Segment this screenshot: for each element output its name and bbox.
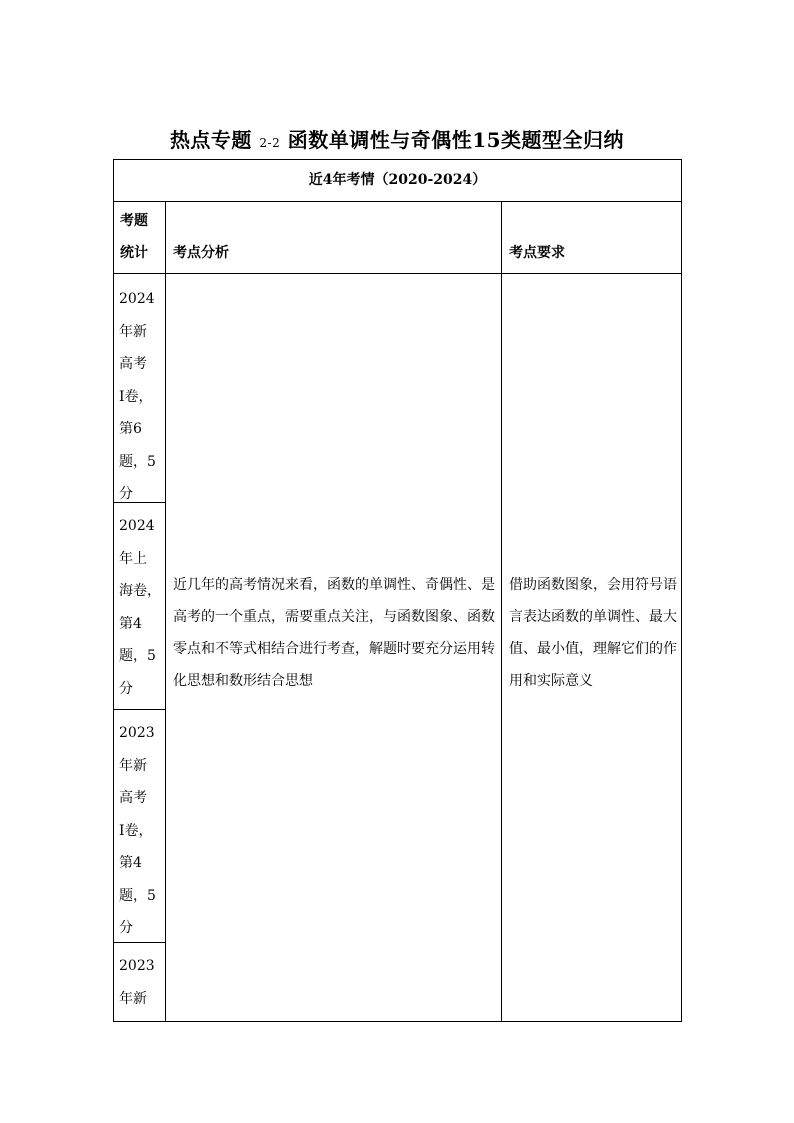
- requirement-line: 言表达函数的单调性、最大: [509, 609, 677, 625]
- exam-row-line: 2023: [119, 958, 155, 974]
- requirement-line: 用和实际意义: [509, 673, 593, 689]
- exam-row-line: 第4: [119, 855, 142, 871]
- section-header: 近4年考情（2020-2024）: [308, 172, 487, 188]
- exam-row-line: I卷，: [119, 822, 153, 839]
- exam-row-line: 年新: [119, 757, 147, 774]
- exam-row-line: 题，5: [119, 648, 156, 664]
- column-header-divider: [113, 273, 682, 274]
- title-part2: 函数单调性与奇偶性15类题型全归纳: [287, 128, 625, 152]
- table-top-border: [113, 159, 682, 160]
- exam-row-divider: [113, 709, 165, 710]
- analysis-line: 零点和不等式相结合进行考查，解题时要充分运用转: [173, 641, 495, 657]
- page-title: [0, 124, 794, 153]
- requirement-line: 值、最小值，理解它们的作: [509, 641, 677, 657]
- exam-row-line: 分: [119, 486, 133, 502]
- exam-row-line: 第6: [119, 421, 142, 437]
- exam-row-line: I卷，: [119, 388, 153, 405]
- exam-row-line: 2023: [119, 725, 155, 741]
- header-row-divider: [113, 201, 682, 202]
- col3-header: 考点要求: [509, 245, 565, 261]
- exam-row: [119, 717, 163, 945]
- column-divider: [165, 201, 166, 1022]
- column-divider: [501, 201, 502, 1022]
- requirement-line: 借助函数图象，会用符号语: [509, 577, 677, 593]
- exam-row-line: 题，5: [119, 887, 156, 904]
- exam-row-line: 高考: [119, 790, 147, 806]
- analysis-line: 化思想和数形结合思想: [173, 673, 313, 689]
- exam-row-line: 题，5: [119, 453, 156, 470]
- exam-row-line: 2024: [119, 518, 155, 534]
- col1-header-line2: 统计: [120, 245, 148, 261]
- exam-row-line: 年新: [119, 990, 147, 1007]
- exam-row: [119, 950, 163, 1015]
- analysis-text: [173, 569, 498, 697]
- col1-header-line1: 考题: [120, 213, 148, 229]
- table-right-border: [681, 159, 682, 1022]
- title-number: 2-2: [259, 136, 281, 150]
- exam-row-line: 海卷，: [119, 583, 161, 599]
- analysis-line: 高考的一个重点，需要重点关注，与函数图象、函数: [173, 609, 495, 625]
- exam-row-line: 第4: [119, 615, 142, 632]
- exam-row-line: 年上: [119, 550, 147, 567]
- requirement-text: [509, 569, 679, 697]
- table-bottom-border: [113, 1021, 682, 1022]
- exam-row-line: 分: [119, 920, 133, 936]
- exam-row-line: 分: [119, 680, 133, 697]
- table-left-border: [113, 159, 114, 1022]
- exam-row: [119, 510, 163, 705]
- col2-header: 考点分析: [173, 245, 229, 261]
- exam-row: [119, 283, 163, 511]
- title-part1: 热点专题: [169, 128, 252, 152]
- exam-analysis-table: [113, 159, 682, 1022]
- exam-row-line: 2024: [119, 291, 155, 307]
- exam-row-line: 高考: [119, 356, 147, 372]
- exam-row-line: 年新: [119, 323, 147, 340]
- analysis-line: 近几年的高考情况来看，函数的单调性、奇偶性、是: [173, 577, 495, 593]
